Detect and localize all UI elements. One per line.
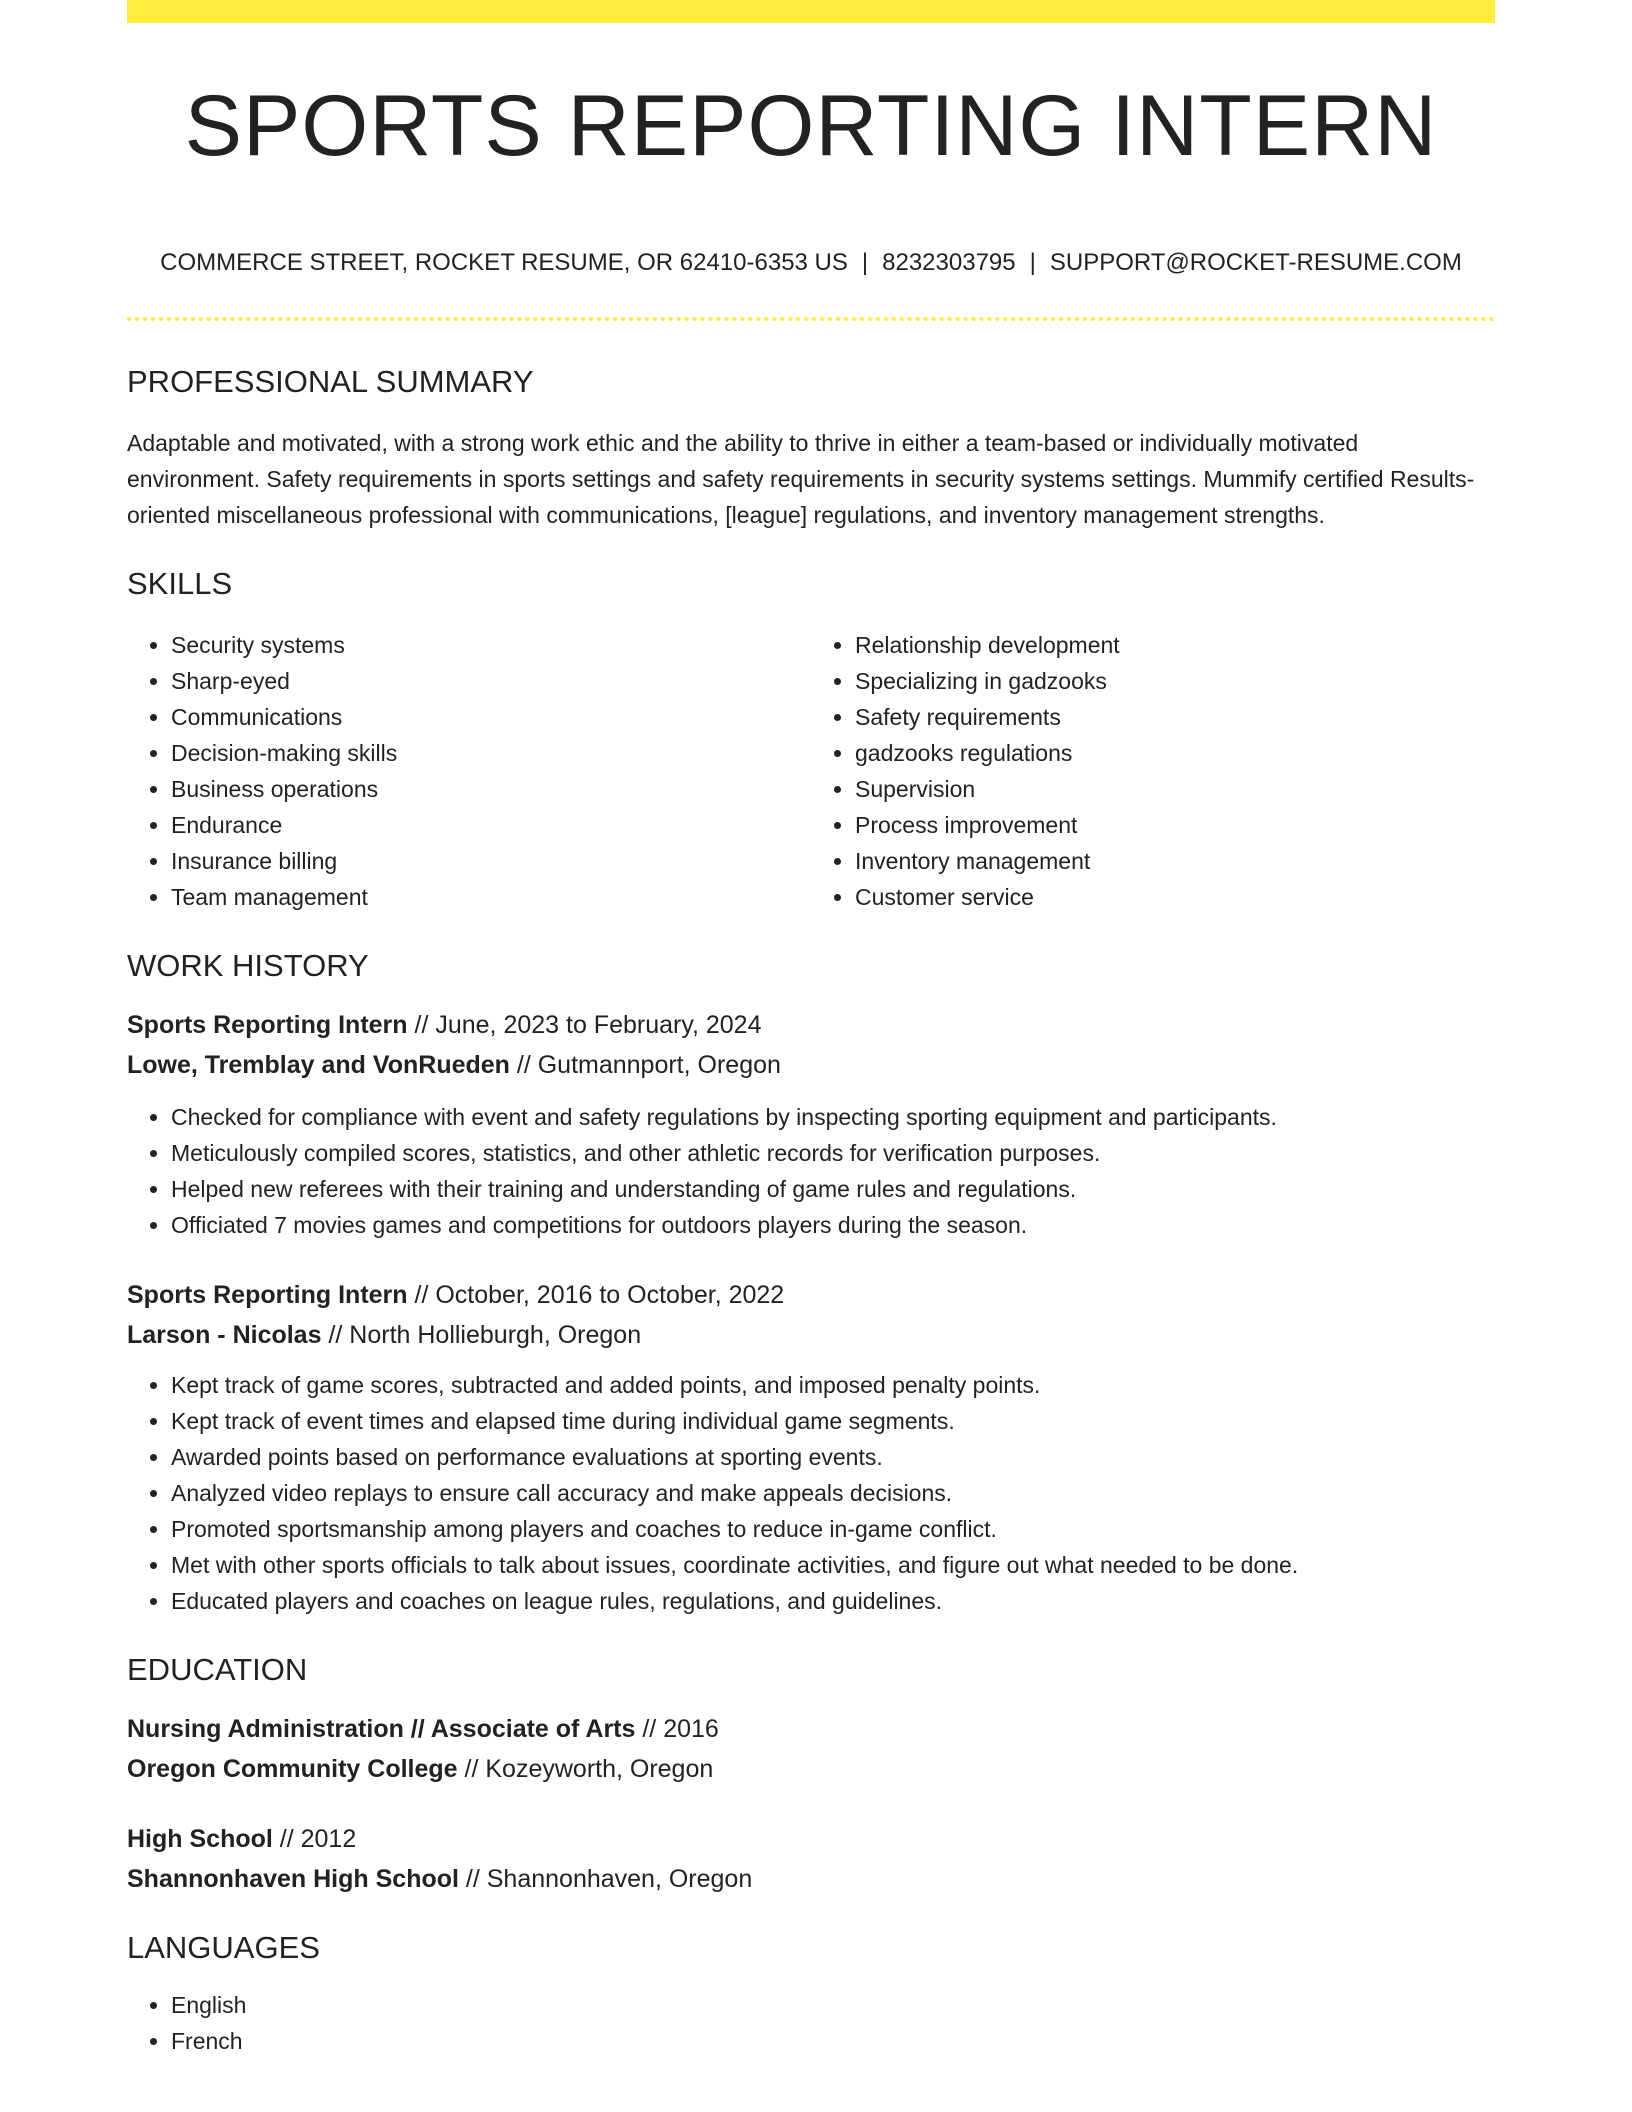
summary-section [127, 365, 1495, 533]
job-title-line [127, 1275, 1495, 1315]
candidate-name: SPORTS REPORTING INTERN [184, 78, 1438, 174]
work-history-section [127, 949, 1495, 1619]
job-bullet: • Met with other sports officials to talk about issues, coordinate activities, and figure out what needed to be done. [171, 1547, 1495, 1583]
job-company: Larson - Nicolas [127, 1321, 322, 1350]
top-accent-bar [127, 0, 1495, 23]
job-company: Lowe, Tremblay and VonRueden [127, 1051, 510, 1080]
skills-right-list [811, 627, 1495, 915]
skill-item: • Relationship development [855, 627, 1495, 663]
education-school: Shannonhaven High School [127, 1865, 459, 1894]
job-dates: // October, 2016 to October, 2022 [407, 1281, 785, 1310]
job-dates: // June, 2023 to February, 2024 [407, 1011, 762, 1040]
contact-line [127, 249, 1495, 277]
job-entry [127, 1275, 1495, 1619]
skill-item: • Security systems [171, 627, 811, 663]
language-item: • French [171, 2023, 1495, 2059]
skill-item: • Safety requirements [855, 699, 1495, 735]
contact-separator: | [1029, 249, 1036, 276]
job-bullets [127, 1099, 1495, 1243]
section-title-skills: SKILLS [127, 566, 233, 602]
skills-left-list [127, 627, 811, 915]
education-school-line [127, 1859, 1495, 1899]
job-bullet: • Kept track of game scores, subtracted and added points, and imposed penalty points. [171, 1367, 1495, 1403]
skills-columns [127, 627, 1495, 915]
job-bullet: • Checked for compliance with event and safety regulations by inspecting sporting equipment and participants. [171, 1099, 1495, 1135]
job-location: // North Hollieburgh, Oregon [321, 1321, 642, 1350]
job-entry [127, 1005, 1495, 1243]
job-location: // Gutmannport, Oregon [509, 1051, 781, 1080]
language-item: • English [171, 1987, 1495, 2023]
skill-item: • Sharp-eyed [171, 663, 811, 699]
job-bullet: • Educated players and coaches on league rules, regulations, and guidelines. [171, 1583, 1495, 1619]
skill-item: • Process improvement [855, 807, 1495, 843]
job-bullets [127, 1367, 1495, 1619]
section-title-languages: LANGUAGES [127, 1930, 320, 1966]
skill-item: • Decision-making skills [171, 735, 811, 771]
education-entry [127, 1709, 1495, 1789]
languages-section [127, 1931, 1495, 2059]
job-role: Sports Reporting Intern [127, 1281, 408, 1310]
education-degree: Nursing Administration // Associate of Arts [127, 1715, 636, 1744]
skill-item: • Inventory management [855, 843, 1495, 879]
education-degree: High School [127, 1825, 273, 1854]
skills-section [127, 567, 1495, 915]
languages-list [127, 1987, 1495, 2059]
job-title-line [127, 1005, 1495, 1045]
skill-item: • Team management [171, 879, 811, 915]
education-school-line [127, 1749, 1495, 1789]
skill-item: • Specializing in gadzooks [855, 663, 1495, 699]
skill-item: • Communications [171, 699, 811, 735]
job-bullet: • Officiated 7 movies games and competitions for outdoors players during the season. [171, 1207, 1495, 1243]
summary-text: Adaptable and motivated, with a strong work ethic and the ability to thrive in either a team-based or individually motivated environment. Safety requirements in sports settings and safety requirements in security systems settings. Mummify certified Results-oriented miscellaneous professional with communications, [league] regulations, and inventory management strengths. [127, 430, 1475, 529]
job-bullet: • Awarded points based on performance evaluations at sporting events. [171, 1439, 1495, 1475]
job-bullet: • Meticulously compiled scores, statistics, and other athletic records for verification purposes. [171, 1135, 1495, 1171]
skill-item: • gadzooks regulations [855, 735, 1495, 771]
job-bullet: • Kept track of event times and elapsed time during individual game segments. [171, 1403, 1495, 1439]
section-title-summary: PROFESSIONAL SUMMARY [127, 364, 534, 399]
education-year: // 2016 [635, 1715, 719, 1744]
education-location: // Shannonhaven, Oregon [458, 1865, 753, 1894]
contact-address: COMMERCE STREET, ROCKET RESUME, OR 62410-6353 US [160, 249, 848, 276]
job-bullet: • Promoted sportsmanship among players and coaches to reduce in-game conflict. [171, 1511, 1495, 1547]
education-entry [127, 1819, 1495, 1899]
education-location: // Kozeyworth, Oregon [457, 1755, 714, 1784]
education-year: // 2012 [272, 1825, 357, 1854]
contact-email[interactable]: SUPPORT@ROCKET-RESUME.COM [1049, 249, 1462, 276]
education-degree-line [127, 1709, 1495, 1749]
skill-item: • Business operations [171, 771, 811, 807]
skill-item: • Customer service [855, 879, 1495, 915]
job-bullet: • Analyzed video replays to ensure call accuracy and make appeals decisions. [171, 1475, 1495, 1511]
section-title-work-history: WORK HISTORY [127, 948, 369, 984]
skill-item: • Insurance billing [171, 843, 811, 879]
job-company-line [127, 1315, 1495, 1355]
job-bullet: • Helped new referees with their training and understanding of game rules and regulations. [171, 1171, 1495, 1207]
header-divider [127, 317, 1495, 321]
education-degree-line [127, 1819, 1495, 1859]
contact-separator: | [861, 249, 869, 276]
education-school: Oregon Community College [127, 1755, 458, 1784]
resume-page [127, 0, 1495, 2059]
education-section [127, 1653, 1495, 1899]
section-title-education: EDUCATION [127, 1652, 308, 1688]
job-role: Sports Reporting Intern [127, 1011, 408, 1040]
skill-item: • Supervision [855, 771, 1495, 807]
contact-phone: 8232303795 [882, 249, 1016, 276]
skill-item: • Endurance [171, 807, 811, 843]
job-company-line [127, 1045, 1495, 1085]
